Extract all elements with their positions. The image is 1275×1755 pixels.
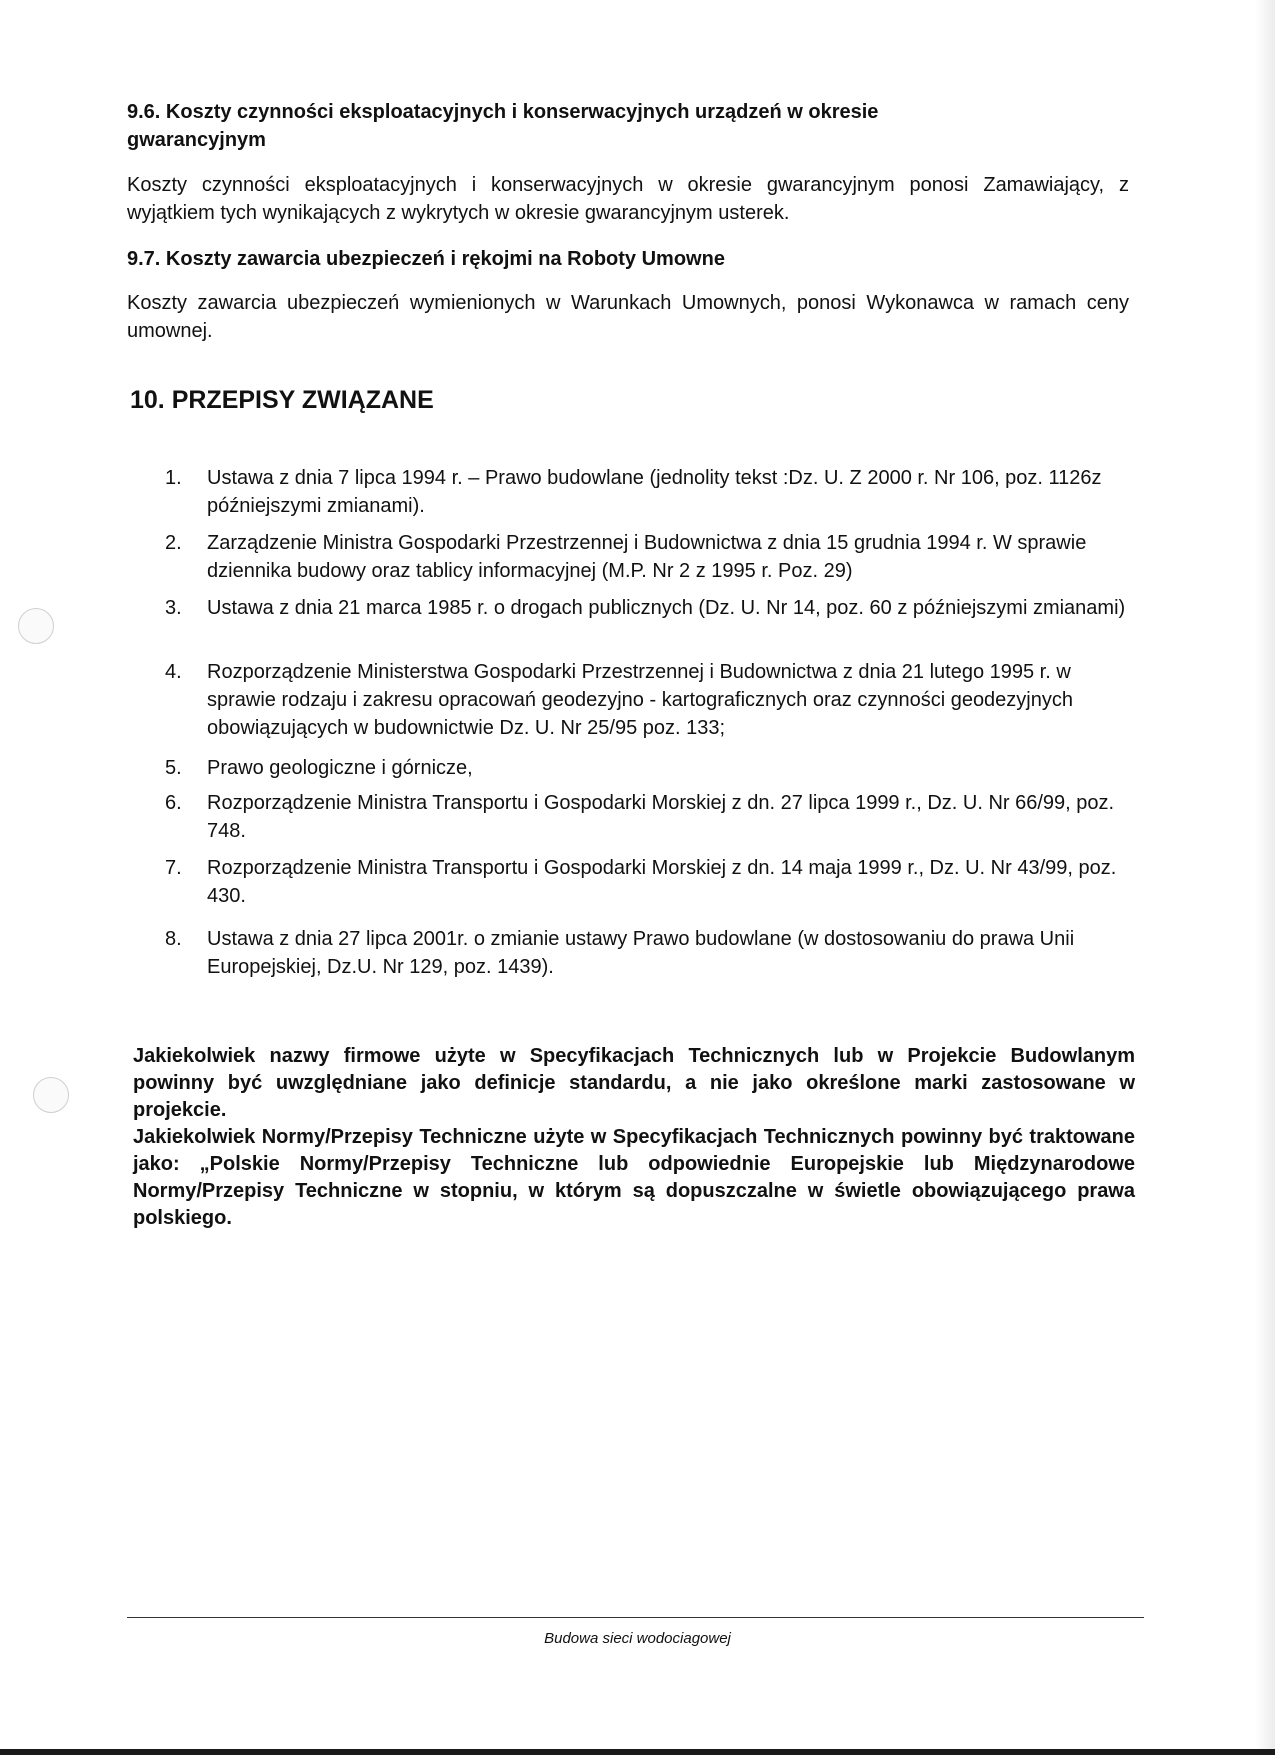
list-item-number: 5.: [165, 757, 182, 779]
list-item-number: 3.: [165, 597, 182, 619]
list-item-text: Prawo geologiczne i górnicze,: [207, 757, 473, 779]
list-item-text: Ustawa z dnia 21 marca 1985 r. o drogach publicznych (Dz. U. Nr 14, poz. 60 z późniejszymi zmianami): [207, 597, 1126, 619]
section-9-7-body: Koszty zawarcia ubezpieczeń wymienionych w Warunkach Umownych, ponosi Wykonawca w ramach ceny umownej.: [127, 292, 1129, 342]
list-item-text: Ustawa z dnia 7 lipca 1994 r. – Prawo budowlane (jednolity tekst :Dz. U. Z 2000 r. Nr 106, poz. 1126z późniejszymi zmianami).: [207, 467, 1102, 517]
list-item-number: 7.: [165, 857, 182, 879]
disclaimer-note-trade-names: Jakiekolwiek nazwy firmowe użyte w Specyfikacjach Technicznych lub w Projekcie Budowlanym powinny być uwzględniane jako definicje standardu, a nie jako określone marki zastosowane w projekcie.: [133, 1045, 1135, 1121]
list-item-number: 6.: [165, 792, 182, 814]
scan-edge-bottom: [0, 1749, 1275, 1755]
punch-hole-mark: [18, 608, 54, 644]
list-item-number: 2.: [165, 532, 182, 554]
list-item-text: Rozporządzenie Ministra Transportu i Gospodarki Morskiej z dn. 27 lipca 1999 r., Dz. U. Nr 66/99, poz. 748.: [207, 792, 1115, 842]
section-10-heading: 10. PRZEPISY ZWIĄZANE: [130, 386, 434, 414]
list-item-text: Ustawa z dnia 27 lipca 2001r. o zmianie ustawy Prawo budowlane (w dostosowaniu do prawa Unii Europejskiej, Dz.U. Nr 129, poz. 1439).: [207, 928, 1075, 978]
section-9-7-heading: 9.7. Koszty zawarcia ubezpieczeń i rękojmi na Roboty Umowne: [127, 248, 725, 270]
list-item-number: 1.: [165, 467, 182, 489]
footer-divider: [127, 1617, 1144, 1618]
disclaimer-notes: [133, 1043, 1135, 1232]
list-item-number: 8.: [165, 928, 182, 950]
section-9-6-body: Koszty czynności eksploatacyjnych i konserwacyjnych w okresie gwarancyjnym ponosi Zamawiający, z wyjątkiem tych wynikających z wykrytych w okresie gwarancyjnym usterek.: [127, 174, 1129, 224]
punch-hole-mark: [33, 1077, 69, 1113]
list-item-number: 4.: [165, 661, 182, 683]
list-item-text: Rozporządzenie Ministra Transportu i Gospodarki Morskiej z dn. 14 maja 1999 r., Dz. U. Nr 43/99, poz. 430.: [207, 857, 1117, 907]
list-item-text: Zarządzenie Ministra Gospodarki Przestrzennej i Budownictwa z dnia 15 grudnia 1994 r. W sprawie dziennika budowy oraz tablicy informacyjnej (M.P. Nr 2 z 1995 r. Poz. 29): [207, 532, 1087, 582]
scan-edge-shadow: [1255, 0, 1275, 1755]
footer-title: Budowa sieci wodociagowej: [544, 1630, 731, 1647]
list-item-text: Rozporządzenie Ministerstwa Gospodarki Przestrzennej i Budownictwa z dnia 21 lutego 1995 r. w sprawie rodzaju i zakresu opracowań geodezyjno - kartograficznych oraz czynności geodezyjnych obowiązujących w budownictwie Dz. U. Nr 25/95 poz. 133;: [207, 661, 1073, 739]
section-9-6-heading: 9.6. Koszty czynności eksploatacyjnych i konserwacyjnych urządzeń w okresie gwarancyjnym: [127, 101, 879, 151]
disclaimer-note-standards: Jakiekolwiek Normy/Przepisy Techniczne użyte w Specyfikacjach Technicznych powinny być traktowane jako: „Polskie Normy/Przepisy Techniczne lub odpowiednie Europejskie lub Międzynarodowe Normy/Przepisy Techniczne w stopniu, w którym są dopuszczalne w świetle obowiązującego prawa polskiego.: [133, 1126, 1135, 1229]
